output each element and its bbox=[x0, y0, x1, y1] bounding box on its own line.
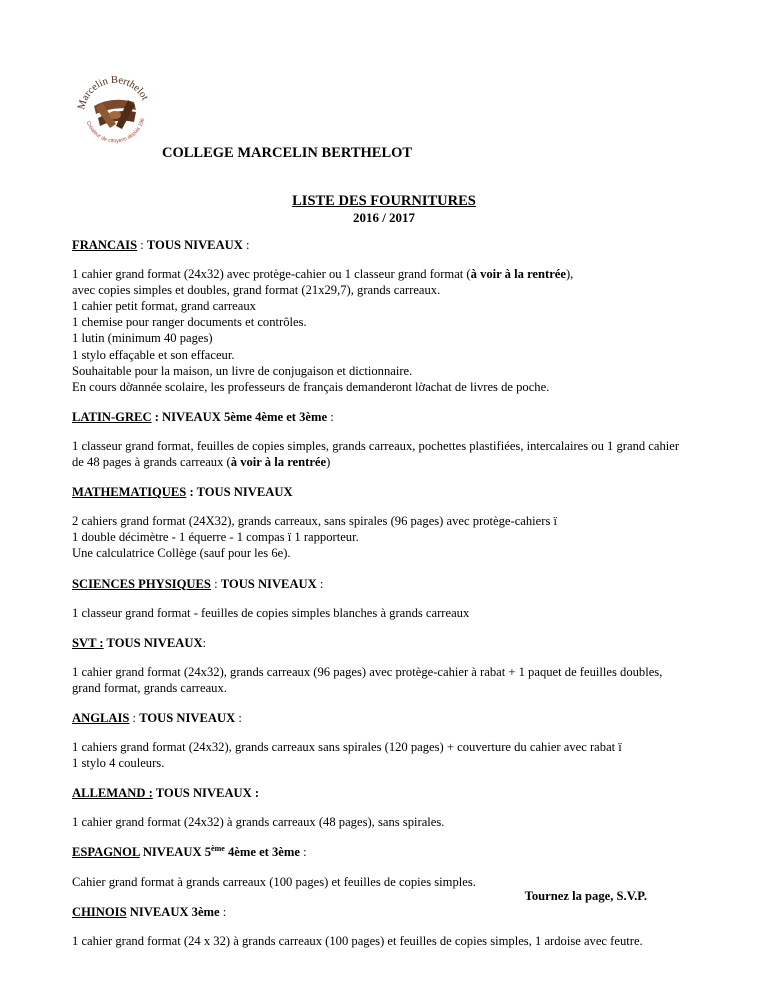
subject-name: ALLEMAND : bbox=[72, 786, 153, 801]
section-heading: ANGLAIS : TOUS NIVEAUX : bbox=[72, 710, 242, 725]
item-lines bbox=[72, 739, 712, 771]
levels: NIVEAUX 5 bbox=[142, 845, 212, 860]
section-sciences-physiques bbox=[72, 576, 712, 621]
item-line: 1 cahier petit format, grand carreaux bbox=[72, 299, 256, 314]
item-line: En cours dờannée scolaire, les professeurs de français demanderont lờachat de livres de poche. bbox=[72, 379, 550, 394]
section-mathematiques bbox=[72, 484, 712, 561]
subject-name: SCIENCES PHYSIQUES bbox=[72, 576, 211, 591]
section-heading: SVT : TOUS NIVEAUX: bbox=[72, 635, 207, 650]
clasped-hands-icon bbox=[94, 100, 136, 129]
section-heading bbox=[72, 785, 712, 801]
item-lines bbox=[72, 513, 712, 561]
section-heading: SCIENCES PHYSIQUES : TOUS NIVEAUX : bbox=[72, 576, 324, 591]
school-logo bbox=[72, 68, 158, 154]
item-line: 1 stylo effaçable et son effaceur. bbox=[72, 347, 235, 362]
item-line: avec copies simples et doubles, grand format (21x29,7), grands carreaux. bbox=[72, 283, 441, 298]
item-lines bbox=[72, 605, 712, 621]
section-espagnol bbox=[72, 844, 712, 889]
subject-name: LATIN-GREC bbox=[72, 409, 152, 424]
item-line: 1 stylo 4 couleurs. bbox=[72, 756, 165, 771]
item-line: 1 cahier grand format (24 x 32) à grands carreaux (100 pages) et feuilles de copies simples, 1 ardoise avec feutre. bbox=[72, 933, 643, 948]
levels: NIVEAUX 5ème 4ème et 3ème bbox=[162, 409, 328, 424]
item-line: 1 lutin (minimum 40 pages) bbox=[72, 331, 213, 346]
subject-name: CHINOIS bbox=[72, 904, 127, 919]
levels: TOUS NIVEAUX bbox=[139, 710, 236, 725]
levels: NIVEAUX 3ème bbox=[129, 904, 220, 919]
section-heading: CHINOIS NIVEAUX 3ème : bbox=[72, 904, 227, 919]
item-line: 1 cahiers grand format (24x32), grands carreaux sans spirales (120 pages) + couverture du cahier avec rabat ї bbox=[72, 740, 622, 755]
subject-name: FRANCAIS bbox=[72, 238, 138, 252]
item-line: 1 chemise pour ranger documents et contrôles. bbox=[72, 315, 307, 330]
school-year: 2016 / 2017 bbox=[352, 210, 416, 225]
supplies-list bbox=[72, 237, 712, 963]
item-line: Souhaitable pour la maison, un livre de conjugaison et dictionnaire. bbox=[72, 363, 413, 378]
section-allemand bbox=[72, 785, 712, 830]
section-anglais bbox=[72, 710, 712, 771]
item-lines bbox=[72, 266, 712, 395]
school-name: COLLEGE MARCELIN BERTHELOT bbox=[162, 145, 413, 161]
section-heading: LATIN-GREC : NIVEAUX 5ème 4ème et 3ème : bbox=[72, 409, 334, 424]
item-line: Une calculatrice Collège (sauf pour les 6e). bbox=[72, 546, 291, 561]
levels: TOUS NIVEAUX bbox=[106, 635, 203, 650]
section-heading: FRANCAIS : TOUS NIVEAUX : bbox=[72, 238, 250, 252]
section-svt bbox=[72, 635, 712, 696]
item-lines bbox=[72, 814, 712, 830]
logo-arc-bottom-text: Créateur de citoyens depuis 196 bbox=[84, 117, 147, 145]
subject-name: ANGLAIS bbox=[72, 710, 130, 725]
subject-name: ESPAGNOL bbox=[72, 845, 140, 860]
item-line: 1 double décimètre - 1 équerre - 1 compas ї 1 rapporteur. bbox=[72, 530, 359, 545]
item-line: 1 cahier grand format (24x32), grands carreaux (96 pages) avec protège-cahier à rabat + 1 paquet de feuilles doubles, bbox=[72, 664, 663, 679]
levels: TOUS NIVEAUX bbox=[196, 485, 293, 500]
list-title: LISTE DES FOURNITURES bbox=[292, 193, 476, 209]
subject-name: SVT : bbox=[72, 635, 104, 650]
item-line: 1 classeur grand format - feuilles de copies simples blanches à grands carreaux bbox=[72, 605, 470, 620]
item-line: 1 classeur grand format, feuilles de copies simples, grands carreaux, pochettes plastifiées, intercalaires ou 1 grand cahier bbox=[72, 438, 680, 453]
item-line: de 48 pages à grands carreaux (à voir à la rentrée) bbox=[72, 455, 331, 470]
item-line: Cahier grand format à grands carreaux (100 pages) et feuilles de copies simples. bbox=[72, 874, 476, 889]
levels: TOUS NIVEAUX bbox=[220, 576, 317, 591]
item-line: 1 cahier grand format (24x32) à grands carreaux (48 pages), sans spirales. bbox=[72, 815, 445, 830]
item-lines bbox=[72, 874, 712, 890]
subject-name: MATHEMATIQUES bbox=[72, 485, 187, 500]
turn-page-note: Tournez la page, S.V.P. bbox=[524, 889, 647, 903]
item-line: grand format, grands carreaux. bbox=[72, 680, 227, 695]
levels: TOUS NIVEAUX bbox=[146, 238, 243, 252]
levels: TOUS NIVEAUX : bbox=[155, 786, 260, 801]
section-heading: ESPAGNOL NIVEAUX 5ème 4ème et 3ème : bbox=[72, 844, 307, 860]
logo-arc-top-text: Marcelin Berthelot bbox=[76, 74, 151, 111]
logo-emblem bbox=[72, 68, 158, 154]
item-line: 2 cahiers grand format (24X32), grands carreaux, sans spirales (96 pages) avec protège-cahiers ї bbox=[72, 514, 558, 529]
item-line: 1 cahier grand format (24x32) avec protège-cahier ou 1 classeur grand format (à voir à la rentrée), bbox=[72, 267, 574, 282]
section-chinois bbox=[72, 904, 712, 949]
section-francais bbox=[72, 237, 712, 395]
section-latin-grec bbox=[72, 409, 712, 470]
item-lines bbox=[72, 438, 712, 470]
item-lines bbox=[72, 664, 712, 696]
item-lines bbox=[72, 933, 712, 949]
section-heading: MATHEMATIQUES : TOUS NIVEAUX bbox=[72, 485, 293, 500]
